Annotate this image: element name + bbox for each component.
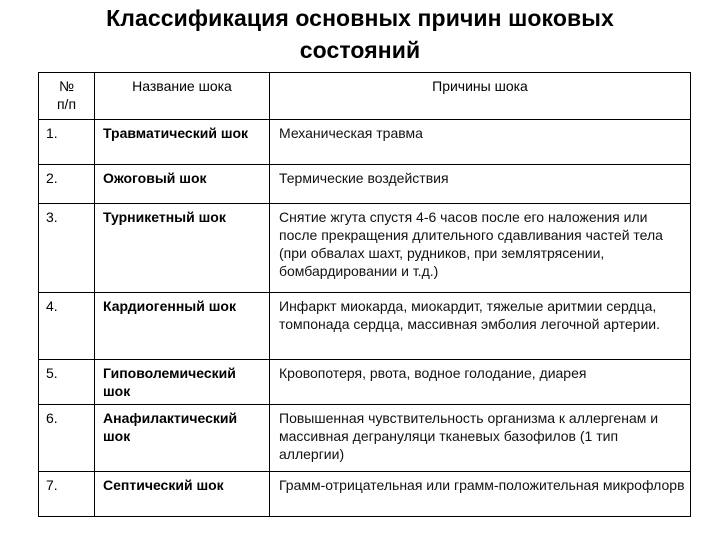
shock-name: Септический шок [95,472,270,517]
table-row [39,165,691,204]
page-title [0,2,720,66]
shock-name: Травматический шок [95,120,270,165]
shock-name: Турникетный шок [95,204,270,293]
shock-cause: Грамм-отрицательная или грамм-положительная микрофлорв [270,472,691,517]
shock-name: Гиповолемический шок [95,360,270,405]
table-row [39,405,691,472]
shock-cause: Повышенная чувствительность организма к аллергенам и массивная дегрануляци тканевых базофилов (1 тип аллергии) [270,405,691,472]
table-row [39,472,691,517]
shock-name: Анафилактический шок [95,405,270,472]
page-title-line-1: Классификация основных причин шоковых [106,5,614,31]
row-number: 7. [39,472,95,517]
row-number: 1. [39,120,95,165]
shock-name: Ожоговый шок [95,165,270,204]
shock-cause: Снятие жгута спустя 4-6 часов после его наложения или после прекращения длительного сдавливания частей тела (при обвалах шахт, рудников, при землятрясении, бомбардировании и т.д.) [270,204,691,293]
header-num: № п/п [39,73,95,120]
row-number: 4. [39,293,95,360]
row-number: 5. [39,360,95,405]
shock-cause: Механическая травма [270,120,691,165]
shock-cause: Инфаркт миокарда, миокардит, тяжелые аритмии сердца, томпонада сердца, массивная эмболия легочной артерии. [270,293,691,360]
shock-cause: Термические воздействия [270,165,691,204]
row-number: 6. [39,405,95,472]
row-number: 3. [39,204,95,293]
header-cause: Причины шока [270,73,691,120]
header-name: Название шока [95,73,270,120]
shock-name: Кардиогенный шок [95,293,270,360]
page-title-line-2: состояний [299,37,421,63]
table-row [39,204,691,293]
shock-classification-table [38,72,691,517]
table-row [39,293,691,360]
table-row [39,120,691,165]
row-number: 2. [39,165,95,204]
table-row [39,360,691,405]
shock-cause: Кровопотеря, рвота, водное голодание, диарея [270,360,691,405]
table-header-row [39,73,691,120]
